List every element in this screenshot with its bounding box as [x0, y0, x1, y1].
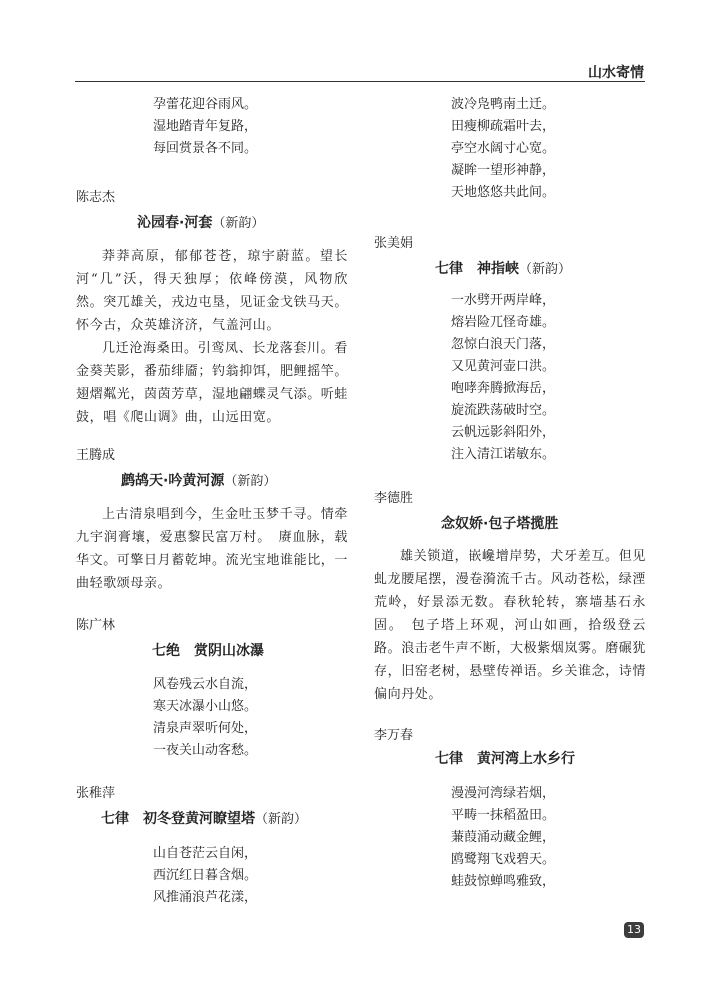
- verse-line: 湿地踏青年复路，: [153, 119, 258, 134]
- verse-line: 一水劈开两岸峰，: [451, 293, 556, 308]
- poem-title-text: 七律 神指峡: [435, 261, 519, 277]
- verse-line: 蒹葭涌动藏金鲤，: [451, 830, 556, 845]
- poem-title-text: 七绝 赏阴山冰瀑: [152, 643, 264, 659]
- verse-line: 风推涌浪芦花漾，: [153, 890, 258, 905]
- verse-continuation: [374, 94, 720, 204]
- verse-line: 田瘦柳疏霜叶去，: [451, 119, 556, 134]
- page-number: 13: [624, 922, 644, 938]
- verse-line: 忽惊白浪天门落，: [451, 337, 556, 352]
- verse-line: 又见黄河壶口洪。: [451, 359, 556, 374]
- poem-body: [76, 674, 425, 762]
- verse-line: 波冷凫鸭南土迁。: [451, 97, 556, 112]
- verse-line: 熔岩险兀怪奇雄。: [451, 315, 556, 330]
- poem-author: 张美娟: [374, 236, 414, 251]
- poem-title-note: （新韵）: [224, 474, 277, 489]
- poem-title: [76, 640, 424, 660]
- verse-line: 天地悠悠共此间。: [451, 185, 556, 200]
- verse-line: 平畴一抹稻盈田。: [451, 808, 556, 823]
- poem-title: [374, 513, 713, 533]
- verse-line: 寒天冰瀑小山悠。: [153, 699, 258, 714]
- poem-title-note: （新韵）: [255, 812, 308, 827]
- poem-title-text: 沁园春·河套: [137, 215, 213, 231]
- poem-paragraph: 几迁沧海桑田。引鸾凤、长龙落套川。看金葵芙影，番茄绯靥；钓翁抑饵，肥鲤摇竿。翅熠粼光，茵茵芳草，湿地翩蝶灵气添。听蛙鼓，唱《爬山调》曲，山远田宽。: [76, 341, 349, 425]
- poem-title-text: 念奴娇·包子塔揽胜: [441, 516, 559, 532]
- poem-title-text: 七律 黄河湾上水乡行: [435, 751, 575, 767]
- verse-continuation: [76, 94, 425, 160]
- verse-line: 西沉红日暮含烟。: [153, 868, 258, 883]
- poem-title-note: （新韵）: [519, 262, 572, 277]
- poem-author: 陈志杰: [76, 190, 116, 205]
- poem-title: [76, 470, 393, 490]
- poem-title: [76, 212, 409, 232]
- verse-line: 漫漫河湾绿若烟，: [451, 786, 556, 801]
- poem-author: 张稚萍: [76, 786, 116, 801]
- section-title: 山水寄情: [588, 65, 644, 81]
- poem-title-note: （新韵）: [212, 216, 265, 231]
- poem-author: 陈广林: [76, 618, 116, 633]
- poem-body: [76, 245, 348, 429]
- verse-line: 注入清江诺敏东。: [451, 447, 556, 462]
- verse-line: 凝眸一望形神静，: [451, 163, 556, 178]
- poem-author: 王腾成: [76, 448, 116, 463]
- poem-title: [76, 808, 373, 828]
- header-divider: [75, 81, 645, 82]
- verse-line: 鸥鹭翔飞戏碧天。: [451, 852, 556, 867]
- verse-line: 亭空水阔寸心宽。: [451, 141, 556, 156]
- poem-title-text: 七律 初冬登黄河瞭望塔: [101, 811, 255, 827]
- poem-author: 李德胜: [374, 491, 414, 506]
- verse-line: 咆哮奔腾掀海岳，: [451, 381, 556, 396]
- poem-paragraph: 莽莽高原，郁郁苍苍，琼宇蔚蓝。望长河“几”沃，得天独厚；依峰傍漠，风物欣然。突兀雄关，戎边屯垦，见证金戈铁马天。怀今古，众英雄济济，气盖河山。: [76, 249, 349, 333]
- verse-line: 蛙鼓惊蝉鸣雅致，: [451, 874, 556, 889]
- poem-body: [374, 783, 720, 893]
- poem-title-text: 鹧鸪天·吟黄河源: [121, 473, 225, 489]
- verse-line: 一夜关山动客愁。: [153, 743, 258, 758]
- verse-line: 山自苍茫云自闲，: [153, 846, 258, 861]
- verse-line: 风卷残云水自流，: [153, 677, 258, 692]
- verse-line: 清泉声翠听何处，: [153, 721, 258, 736]
- poem-title: [374, 748, 707, 768]
- verse-line: 云帆远影斜阳外，: [451, 425, 556, 440]
- poem-body: [76, 843, 425, 909]
- poem-title: [374, 258, 707, 278]
- verse-line: 孕蕾花迎谷雨风。: [153, 97, 258, 112]
- verse-line: 每回赏景各不同。: [153, 141, 258, 156]
- poem-paragraph: 上古清泉唱到今，生金吐玉梦千寻。情牵九宇润膏壤，爱惠黎民富万村。 赓血脉，载华文。可擎日月蓄乾坤。流光宝地谁能比，一曲轻歌颂母亲。: [76, 507, 349, 591]
- poem-paragraph: 雄关锁道，嵌巉增岸势，犬牙差互。但见虬龙腰尾摆，漫卷漪流千古。风动苍松，绿湮荒岭，好景添无数。春秋轮转，寨墙基石永固。 包子塔上环观，河山如画，拾级登云路。浪击老牛声不断，大极紫烟岚雾。磨碾犹存，旧窑老树，悬壁传禅语。乡关谁念，诗情偏向丹处。: [374, 549, 647, 702]
- poem-body: [374, 290, 720, 466]
- poem-body: [76, 503, 348, 595]
- poem-body: [374, 545, 646, 706]
- poem-author: 李万春: [374, 728, 414, 743]
- verse-line: 旋流跌荡破时空。: [451, 403, 556, 418]
